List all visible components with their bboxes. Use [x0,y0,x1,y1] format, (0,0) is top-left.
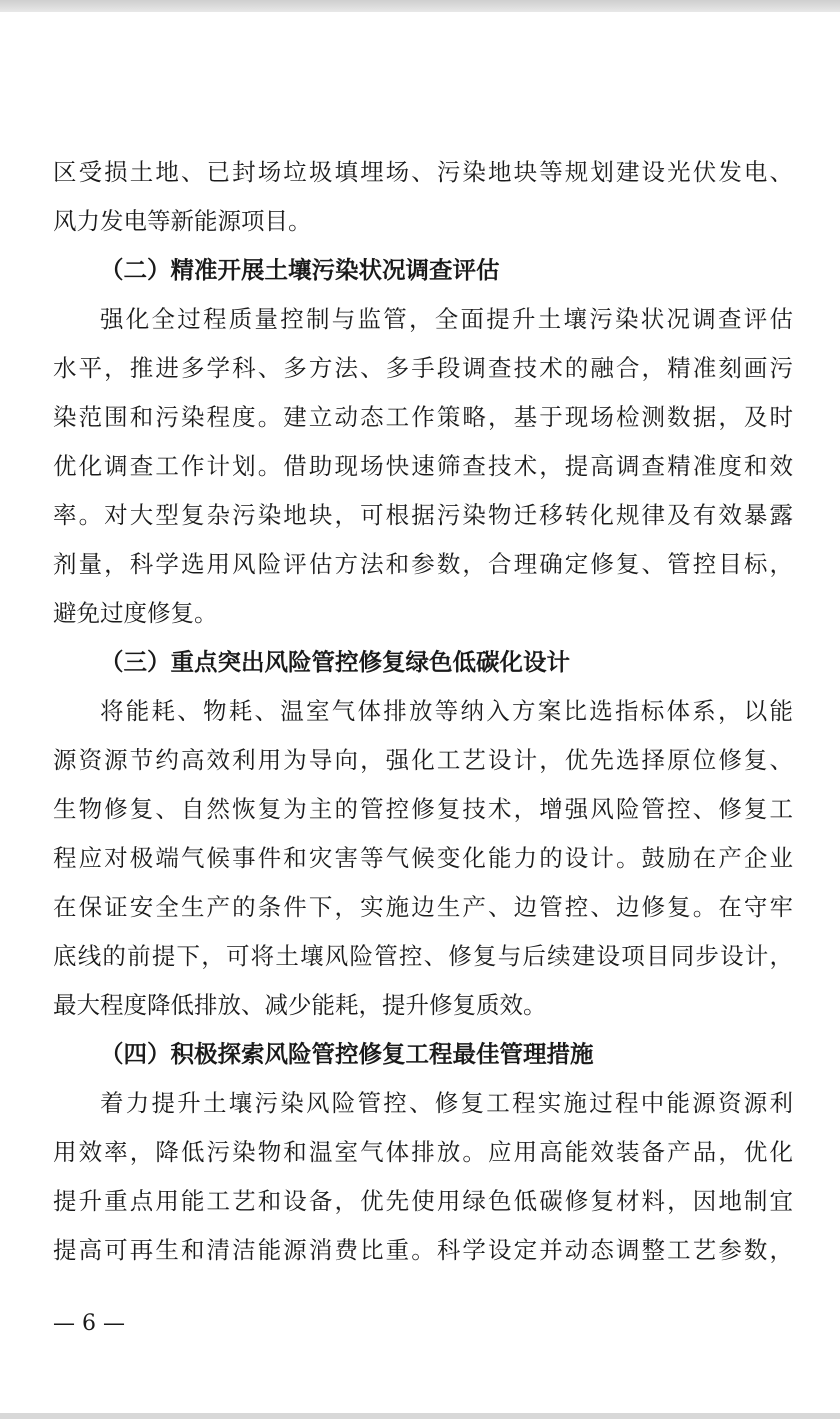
page-bottom-border [0,1413,840,1419]
body-line: 生物修复、自然恢复为主的管控修复技术，增强风险管控、修复工 [53,795,793,823]
section-heading-4: （四）积极探索风险管控修复工程最佳管理措施 [100,1040,594,1068]
section-heading-3: （三）重点突出风险管控修复绿色低碳化设计 [100,648,570,676]
body-line: 染范围和污染程度。建立动态工作策略，基于现场检测数据，及时 [53,403,793,431]
body-line: 区受损土地、已封场垃圾填埋场、污染地块等规划建设光伏发电、 [53,158,793,186]
section-heading-2: （二）精准开展土壤污染状况调查评估 [100,256,500,284]
body-line: 率。对大型复杂污染地块，可根据污染物迁移转化规律及有效暴露 [53,501,793,529]
body-line: 底线的前提下，可将土壤风险管控、修复与后续建设项目同步设计， [53,942,793,970]
body-line: 优化调查工作计划。借助现场快速筛查技术，提高调查精准度和效 [53,452,793,480]
body-line: 用效率，降低污染物和温室气体排放。应用高能效装备产品，优化 [53,1138,793,1166]
paragraph-first-line: 将能耗、物耗、温室气体排放等纳入方案比选指标体系，以能 [100,697,793,725]
body-line: 源资源节约高效利用为导向，强化工艺设计，优先选择原位修复、 [53,746,793,774]
body-line: 提高可再生和清洁能源消费比重。科学设定并动态调整工艺参数， [53,1236,793,1264]
paragraph-first-line: 强化全过程质量控制与监管，全面提升土壤污染状况调查评估 [100,305,793,333]
page-number: — 6 — [53,1311,125,1336]
body-line: 风力发电等新能源项目。 [53,207,312,235]
body-line: 最大程度降低排放、减少能耗，提升修复质效。 [53,991,547,1019]
body-line: 提升重点用能工艺和设备，优先使用绿色低碳修复材料，因地制宜 [53,1187,793,1215]
page-top-border [0,0,840,12]
body-line: 避免过度修复。 [53,599,218,627]
document-body [53,148,793,1275]
body-line: 在保证安全生产的条件下，实施边生产、边管控、边修复。在守牢 [53,893,793,921]
body-line: 程应对极端气候事件和灾害等气候变化能力的设计。鼓励在产企业 [53,844,793,872]
paragraph-first-line: 着力提升土壤污染风险管控、修复工程实施过程中能源资源利 [100,1089,793,1117]
body-line: 水平，推进多学科、多方法、多手段调查技术的融合，精准刻画污 [53,354,793,382]
body-line: 剂量，科学选用风险评估方法和参数，合理确定修复、管控目标， [53,550,793,578]
